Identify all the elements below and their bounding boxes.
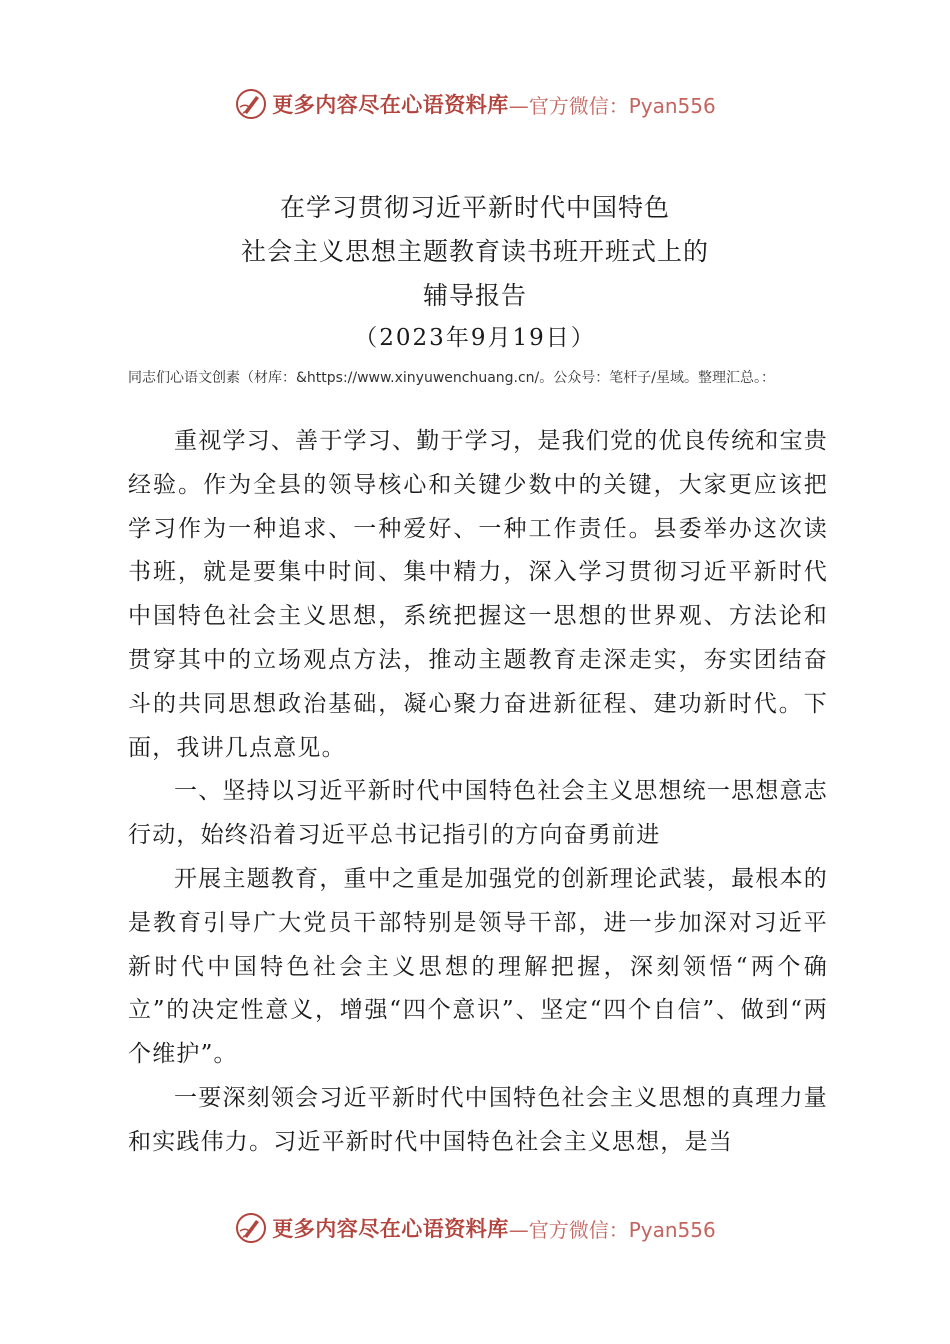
section-heading-1: 一、坚持以习近平新时代中国特色社会主义思想统一思想意志行动，始终沿着习近平总书记指引的方向奋勇前进 (128, 778, 828, 849)
pen-logo-icon (234, 1211, 268, 1245)
title-line-3: 辅导报告 (422, 281, 527, 310)
source-note: 同志们心语文创素（材库：&https://www.xinyuwenchuang.cn/。公众号：笔杆子/星域。整理汇总。： (128, 370, 775, 386)
report-body (128, 420, 828, 1165)
paragraph-intro: 重视学习、善于学习、勤于学习，是我们党的优良传统和宝贵经验。作为全县的领导核心和关键少数中的关键，大家更应该把学习作为一种追求、一种爱好、一种工作责任。县委举办这次读书班，就是要集中时间、集中精力，深入学习贯彻习近平新时代中国特色社会主义思想，系统把握这一思想的世界观、方法论和贯穿其中的立场观点方法，推动主题教育走深走实，夯实团结奋斗的共同思想政治基础，凝心聚力奋进新征程、建功新时代。下面，我讲几点意见。 (128, 428, 828, 761)
banner-wechat-text: —官方微信：Pyan556 (508, 93, 716, 118)
title-line-1: 在学习贯彻习近平新时代中国特色 (279, 193, 670, 222)
banner-main-text: 更多内容尽在心语资料库 (272, 92, 509, 117)
header-banner (0, 84, 950, 124)
pen-logo-icon (234, 87, 268, 121)
paragraph-section-1: 开展主题教育，重中之重是加强党的创新理论武装，最根本的是教育引导广大党员干部特别是领导干部，进一步加深对习近平新时代中国特色社会主义思想的理解把握，深刻领悟“两个确立”的决定性意义，增强“四个意识”、坚定“四个自信”、做到“两个维护”。 (128, 865, 828, 1068)
paragraph-point-1: 一要深刻领会习近平新时代中国特色社会主义思想的真理力量和实践伟力。习近平新时代中国特色社会主义思想，是当 (128, 1084, 828, 1155)
title-line-2: 社会主义思想主题教育读书班开班式上的 (240, 237, 709, 266)
report-date: （2023年9月19日） (354, 325, 596, 351)
banner-wechat-text: —官方微信：Pyan556 (508, 1217, 716, 1242)
footer-banner (0, 1208, 950, 1248)
report-title (0, 186, 950, 358)
banner-main-text: 更多内容尽在心语资料库 (272, 1216, 509, 1241)
